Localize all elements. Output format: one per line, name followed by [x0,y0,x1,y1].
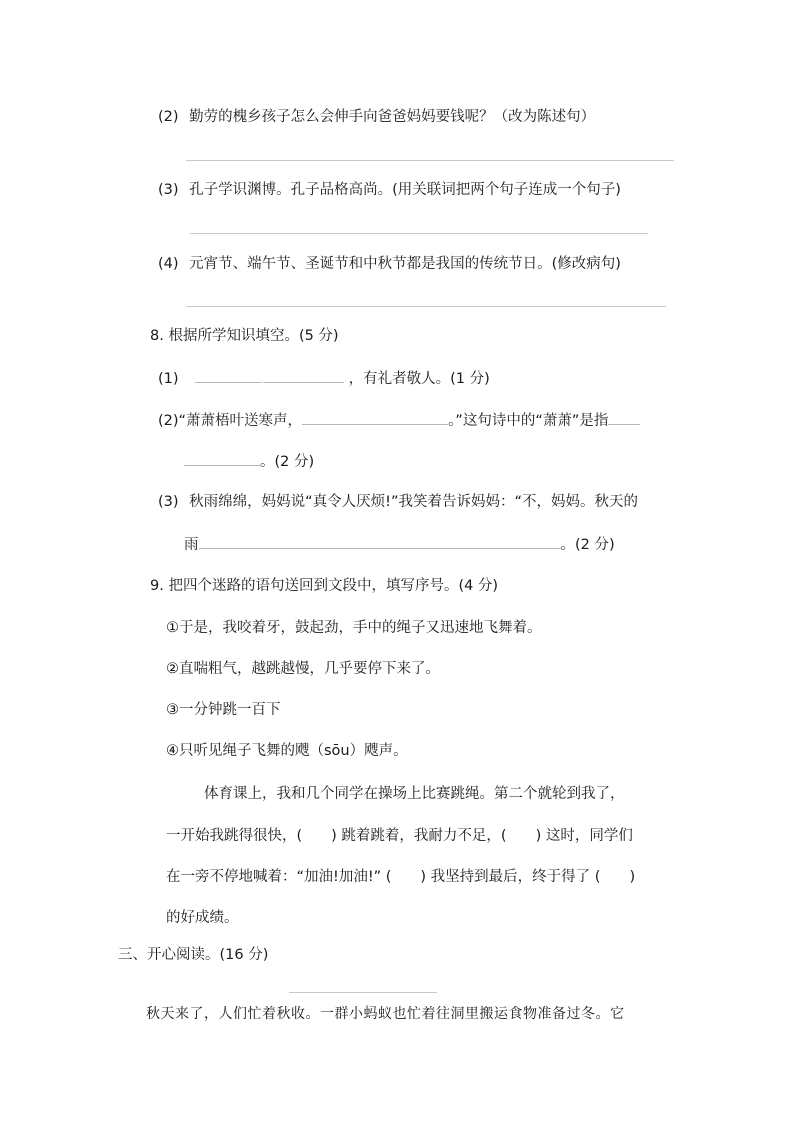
question-8-title: 8. 根据所学知识填空。(5 分) [150,328,339,344]
item-text-end: 。(2 分) [560,537,615,553]
answer-line-7-3[interactable] [190,233,648,234]
item-number: (2) [158,413,179,429]
item-text-end: 。(2 分) [260,454,315,470]
option-2: ②直喘粗气，越跳越慢，几乎要停下来了。 [166,661,440,677]
item-text-pre: “萧萧梧叶送寒声， [178,413,303,429]
item-text: 元宵节、端午节、圣诞节和中秋节都是我国的传统节日。(修改病句) [189,256,621,272]
section-3-title: 三、开心阅读。(16 分) [118,947,269,963]
item-number: (3) [158,494,179,510]
fill-blank-8-2c[interactable] [184,451,260,466]
fill-blank-8-1a[interactable] [195,368,261,383]
passage-line-3: 在一旁不停地喊着：“加油!加油!” ( ) 我坚持到最后，终于得了 ( ) [166,869,636,885]
fill-blank-8-2a[interactable] [302,410,448,425]
item-number: (2) [158,109,179,125]
question-7-3 [158,180,621,200]
item-text: 孔子学识渊博。孔子品格高尚。(用关联词把两个句子连成一个句子) [189,182,621,198]
question-8-2 [158,410,640,431]
question-8-3-cont [184,534,615,555]
item-text: 勤劳的槐乡孩子怎么会伸手向爸爸妈妈要钱呢？（改为陈述句） [189,109,596,125]
option-4: ④只听见绳子飞舞的飕（sōu）飕声。 [166,743,408,759]
reading-passage-line-1: 秋天来了，人们忙着秋收。一群小蚂蚁也忙着往洞里搬运食物准备过冬。它 [146,1006,625,1022]
item-number: (1) [158,371,179,387]
question-7-2 [158,107,595,127]
question-8-2-cont [184,451,314,472]
item-text-pre: 雨 [184,537,199,553]
passage-line-1: 体育课上，我和几个同学在操场上比赛跳绳。第二个就轮到我了， [204,786,625,802]
item-text: ，有礼者敬人。(1 分) [348,371,490,387]
question-7-4 [158,254,621,274]
fill-blank-8-1b[interactable] [264,368,344,383]
item-number: (4) [158,256,179,272]
answer-line-7-2[interactable] [186,160,674,161]
fill-blank-8-2b[interactable] [608,410,640,425]
reading-title-blank[interactable] [289,992,437,993]
fill-blank-8-3[interactable] [199,534,561,549]
separator: . [261,376,265,386]
question-8-1 [158,368,490,391]
item-number: (3) [158,182,179,198]
question-8-3 [158,492,638,512]
option-1: ①于是，我咬着牙，鼓起劲，手中的绳子又迅速地飞舞着。 [166,620,542,636]
question-9-title: 9. 把四个迷路的语句送回到文段中，填写序号。(4 分) [150,578,499,594]
passage-line-4: 的好成绩。 [166,910,239,926]
item-text: 秋雨绵绵，妈妈说“真令人厌烦!”我笑着告诉妈妈：“不，妈妈。秋天的 [189,494,639,510]
item-text-mid: 。”这句诗中的“萧萧”是指 [448,413,609,429]
answer-line-7-4[interactable] [186,306,666,307]
option-3: ③一分钟跳一百下 [166,702,281,718]
passage-line-2: 一开始我跳得很快，( ) 跳着跳着，我耐力不足，( ) 这时，同学们 [166,828,633,844]
